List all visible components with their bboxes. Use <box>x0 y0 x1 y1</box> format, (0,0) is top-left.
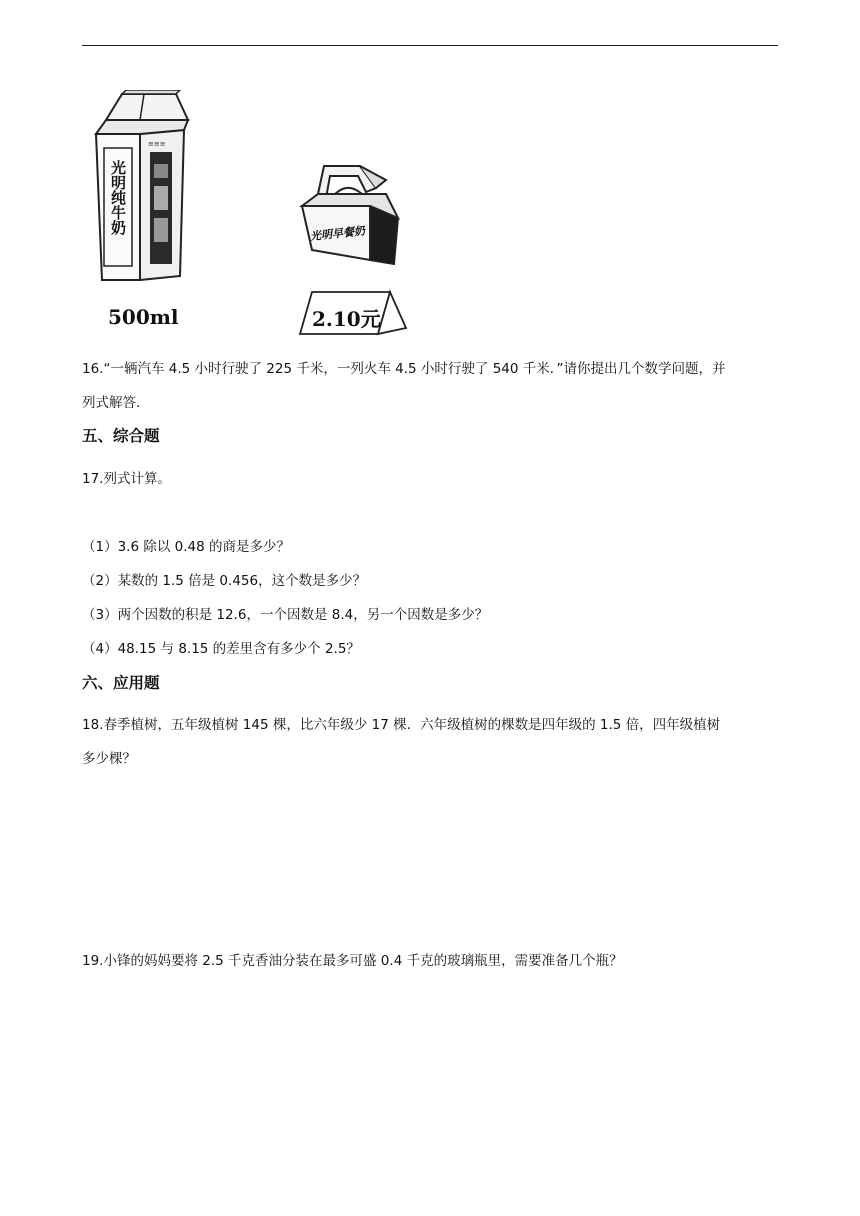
header-rule <box>82 45 778 46</box>
q18-line2: 多少棵？ <box>82 751 136 767</box>
carton-side-text: 光明纯牛奶 <box>109 160 127 235</box>
q17-item-2: （2）某数的 1.5 倍是 0.456，这个数是多少？ <box>82 573 367 589</box>
q16-line1: 16.“一辆汽车 4.5 小时行驶了 225 千米，一列火车 4.5 小时行驶了 540 千米．”请你提出几个数学问题，并 <box>82 361 726 377</box>
breakfast-box-label: 光明早餐奶 <box>309 224 366 244</box>
q16-line2: 列式解答. <box>82 395 141 411</box>
svg-text:≡≡≡: ≡≡≡ <box>148 140 166 148</box>
breakfast-box-figure <box>290 160 420 345</box>
milk-carton-figure <box>88 90 198 340</box>
q19-text: 19.小锋的妈妈要将 2.5 千克香油分装在最多可盛 0.4 千克的玻璃瓶里，需要准备几个瓶？ <box>82 953 623 969</box>
breakfast-box-icon <box>290 160 420 280</box>
section-6-heading: 六、应用题 <box>82 674 160 692</box>
q17-item-4: （4）48.15 与 8.15 的差里含有多少个 2.5？ <box>82 641 360 657</box>
q17-title: 17.列式计算。 <box>82 471 171 487</box>
milk-carton-icon <box>88 90 198 340</box>
section-5-heading: 五、综合题 <box>82 427 160 445</box>
milk-carton-caption: 500ml <box>108 305 179 329</box>
q18-line1: 18.春季植树，五年级植树 145 棵，比六年级少 17 棵．六年级植树的棵数是四年级的 1.5 倍，四年级植树 <box>82 717 721 733</box>
q17-item-3: （3）两个因数的积是 12.6，一个因数是 8.4，另一个因数是多少？ <box>82 607 489 623</box>
q17-item-1: （1）3.6 除以 0.48 的商是多少？ <box>82 539 290 555</box>
price-tag-text: 2.10元 <box>312 307 381 331</box>
